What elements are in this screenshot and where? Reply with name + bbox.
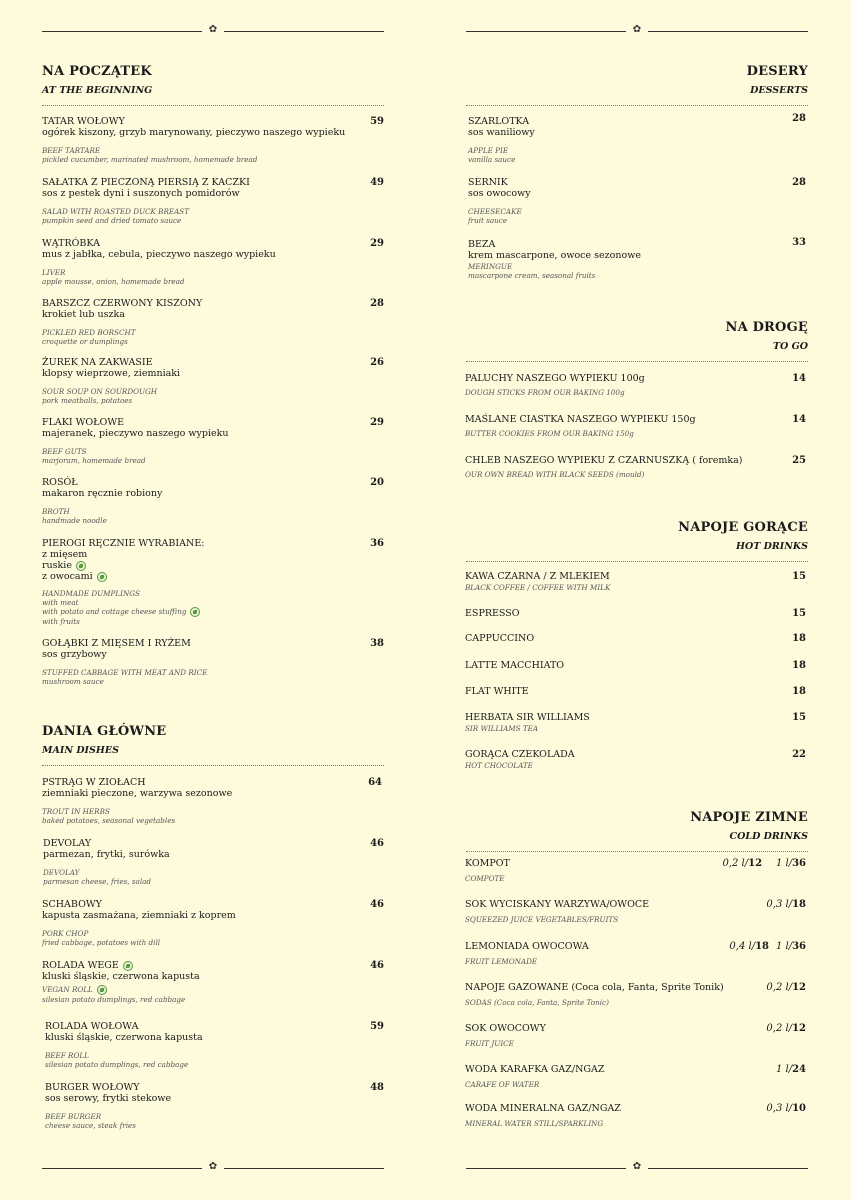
item-en-desc: fruit sauce xyxy=(468,216,508,225)
item-desc: mus z jabłka, cebula, pieczywo naszego wypieku xyxy=(42,249,276,260)
section-subtitle: AT THE BEGINNING xyxy=(42,85,153,96)
menu-item xyxy=(465,1023,806,1048)
item-price: 28 xyxy=(792,177,806,188)
item-name: DEVOLAY xyxy=(43,838,92,849)
bottom-right-ornament xyxy=(466,1162,808,1174)
flourish-icon: ✿ xyxy=(632,24,642,35)
volume-label: 0,2 l/ xyxy=(766,1023,793,1034)
menu-item xyxy=(465,982,806,1007)
item-price xyxy=(766,899,806,910)
item-en-name: PORK CHOP xyxy=(42,929,89,938)
item-en-name: BEEF BURGER xyxy=(45,1112,102,1121)
item-price xyxy=(729,941,806,952)
item-en-name: OUR OWN BREAD WITH BLACK SEEDS (mould) xyxy=(465,470,645,479)
item-en-name: COMPOTE xyxy=(465,874,505,883)
item-name: GORĄCA CZEKOLADA xyxy=(465,749,575,760)
item-price: 18 xyxy=(792,686,806,697)
item-name: CAPPUCCINO xyxy=(465,633,535,644)
dotted-divider xyxy=(42,765,384,766)
top-right-ornament xyxy=(466,25,808,37)
item-name: GOŁĄBKI Z MIĘSEM I RYŻEM xyxy=(42,638,191,649)
menu-item xyxy=(465,941,806,966)
item-name: SOK OWOCOWY xyxy=(465,1023,546,1034)
item-en-name: APPLE PIE xyxy=(468,146,509,155)
item-price: 46 xyxy=(370,838,384,849)
menu-item xyxy=(465,455,806,479)
item-en-desc: pumpkin seed and dried tomato sauce xyxy=(42,216,182,225)
menu-item xyxy=(45,1021,384,1069)
menu-item xyxy=(465,633,806,644)
item-en-name: SOUR SOUP ON SOURDOUGH xyxy=(42,387,158,396)
item-price: 18 xyxy=(792,660,806,671)
item-en-name: MINERAL WATER STILL/SPARKLING xyxy=(465,1119,604,1128)
volume-label: 1 l/ xyxy=(775,941,793,952)
item-price xyxy=(766,982,806,993)
price-value: 10 xyxy=(792,1103,806,1114)
item-en-name: FRUIT JUICE xyxy=(465,1039,514,1048)
price-value: 12 xyxy=(792,982,806,993)
menu-item xyxy=(468,239,806,280)
item-price: 64 xyxy=(368,777,382,788)
menu-item xyxy=(465,1064,806,1089)
item-desc: sos z pestek dyni i suszonych pomidorów xyxy=(42,188,240,199)
item-price: 25 xyxy=(792,455,806,466)
section-starters xyxy=(42,64,384,106)
price-value: 36 xyxy=(792,858,806,869)
item-en-name: SODAS (Coca cola, Fanta, Sprite Tonic) xyxy=(465,998,609,1007)
item-price: 49 xyxy=(370,177,384,188)
menu-item xyxy=(465,571,806,592)
option-label: z owocami xyxy=(42,571,93,582)
item-price xyxy=(722,858,806,869)
dotted-divider xyxy=(466,851,808,852)
item-name: PSTRĄG W ZIOŁACH xyxy=(42,777,146,788)
menu-item xyxy=(465,712,806,733)
item-name: WODA KARAFKA GAZ/NGAZ xyxy=(465,1064,605,1075)
menu-item xyxy=(465,749,806,770)
volume-label: 0,3 l/ xyxy=(766,899,793,910)
item-en-name: STUFFED CABBAGE WITH MEAT AND RICE xyxy=(42,668,208,677)
item-name: PALUCHY NASZEGO WYPIEKU 100g xyxy=(465,373,645,384)
option-label: with potato and cottage cheese stuffing xyxy=(42,607,187,616)
volume-label: 0,4 l/ xyxy=(729,941,756,952)
item-price: 18 xyxy=(792,633,806,644)
option-label: ruskie xyxy=(42,560,72,571)
menu-item xyxy=(42,477,384,525)
item-name: CHLEB NASZEGO WYPIEKU Z CZARNUSZKĄ ( foremka) xyxy=(465,455,743,466)
menu-item xyxy=(42,298,384,346)
volume-label: 1 l/ xyxy=(775,858,793,869)
volume-label: 1 l/ xyxy=(775,1064,793,1075)
price-value: 12 xyxy=(792,1023,806,1034)
price-value: 18 xyxy=(755,941,769,952)
section-title: DESERY xyxy=(746,64,808,79)
menu-item xyxy=(465,1103,806,1128)
item-price: 59 xyxy=(370,116,384,127)
item-price: 36 xyxy=(370,538,384,549)
section-subtitle: MAIN DISHES xyxy=(42,745,119,756)
item-price: 28 xyxy=(370,298,384,309)
item-en-name: DEVOLAY xyxy=(43,868,80,877)
item-en-desc: silesian potato dumplings, red cabbage xyxy=(42,995,186,1004)
item-name: LATTE MACCHIATO xyxy=(465,660,565,671)
item-desc: ziemniaki pieczone, warzywa sezonowe xyxy=(42,788,233,799)
item-en-name: CHEESECAKE xyxy=(468,207,522,216)
section-title: NAPOJE GORĄCE xyxy=(678,520,808,535)
section-subtitle: DESSERTS xyxy=(750,85,808,96)
item-price: 15 xyxy=(792,712,806,723)
price-value: 36 xyxy=(792,941,806,952)
item-desc: sos serowy, frytki stekowe xyxy=(45,1093,172,1104)
item-price xyxy=(766,1103,806,1114)
item-price: 38 xyxy=(370,638,384,649)
menu-item xyxy=(45,1082,384,1130)
item-en-name: BEEF GUTS xyxy=(42,447,87,456)
item-price: 15 xyxy=(792,608,806,619)
item-price: 29 xyxy=(370,417,384,428)
item-en-desc: apple mousse, onion, homemade bread xyxy=(42,277,185,286)
menu-item xyxy=(465,373,806,397)
item-name: MAŚLANE CIASTKA NASZEGO WYPIEKU 150g xyxy=(465,414,696,425)
menu-item xyxy=(42,238,384,286)
item-en-desc: marjoram, homemade bread xyxy=(42,456,146,465)
item-price: 33 xyxy=(792,237,806,248)
item-en-name: BEEF TARTARE xyxy=(42,146,101,155)
top-left-ornament xyxy=(42,25,384,37)
dotted-divider xyxy=(466,105,808,106)
item-desc: sos owocowy xyxy=(468,188,531,199)
item-name: SZARLOTKA xyxy=(468,116,530,127)
menu-item xyxy=(43,838,384,886)
item-name: ŻUREK NA ZAKWASIE xyxy=(42,357,153,368)
menu-item xyxy=(42,116,384,164)
item-name: KOMPOT xyxy=(465,858,510,869)
item-price: 22 xyxy=(792,749,806,760)
item-en-name: TROUT IN HERBS xyxy=(42,807,110,816)
section-subtitle: COLD DRINKS xyxy=(729,831,808,842)
item-desc: ogórek kiszony, grzyb marynowany, pieczywo naszego wypieku xyxy=(42,127,346,138)
item-en-name-text: VEGAN ROLL xyxy=(42,985,93,994)
item-desc: krokiet lub uszka xyxy=(42,309,125,320)
price-value: 18 xyxy=(792,899,806,910)
menu-item xyxy=(468,113,806,164)
price-value: 24 xyxy=(792,1064,806,1075)
item-en-desc: pickled cucumber, marinated mushroom, homemade bread xyxy=(42,155,258,164)
dotted-divider xyxy=(466,561,808,562)
flourish-icon: ✿ xyxy=(208,24,218,35)
item-price: 14 xyxy=(792,373,806,384)
flourish-icon: ✿ xyxy=(632,1161,642,1172)
item-price: 20 xyxy=(370,477,384,488)
item-name: ROSÓŁ xyxy=(42,477,78,488)
menu-item xyxy=(42,357,384,405)
item-en-desc: vanilla sauce xyxy=(468,155,516,164)
item-name: SCHABOWY xyxy=(42,899,102,910)
item-en-desc: croquette or dumplings xyxy=(42,337,128,346)
section-subtitle: HOT DRINKS xyxy=(735,541,808,552)
item-en-name: BUTTER COOKIES FROM OUR BAKING 150g xyxy=(465,429,634,438)
item-name: HERBATA SIR WILLIAMS xyxy=(465,712,590,723)
item-option-vegan xyxy=(42,571,382,582)
item-option-vegan xyxy=(42,560,382,571)
menu-item-vegan xyxy=(42,960,384,1004)
item-price: 26 xyxy=(370,357,384,368)
item-name: WODA MINERALNA GAZ/NGAZ xyxy=(465,1103,621,1114)
item-price xyxy=(766,1023,806,1034)
menu-item xyxy=(42,899,384,947)
item-en-option: with fruits xyxy=(42,617,80,626)
item-en-desc: silesian potato dumplings, red cabbage xyxy=(45,1060,189,1069)
item-en-option: with meat xyxy=(42,598,79,607)
item-name: SAŁATKA Z PIECZONĄ PIERSIĄ Z KACZKI xyxy=(42,177,250,188)
item-en-option-vegan xyxy=(42,607,382,617)
item-en-desc: parmesan cheese, fries, salad xyxy=(43,877,152,886)
bottom-left-ornament xyxy=(42,1162,384,1174)
item-name-text: ROLADA WEGE xyxy=(42,960,119,971)
item-desc: sos grzybowy xyxy=(42,649,107,660)
item-desc: parmezan, frytki, surówka xyxy=(43,849,170,860)
item-name: ROLADA WOŁOWA xyxy=(45,1021,139,1032)
section-hot-drinks xyxy=(466,520,808,562)
item-name: WĄTRÓBKA xyxy=(42,238,100,249)
item-en-name: HOT CHOCOLATE xyxy=(465,761,533,770)
menu-item xyxy=(42,777,384,825)
section-title: NA POCZĄTEK xyxy=(42,64,152,79)
item-desc: klopsy wieprzowe, ziemniaki xyxy=(42,368,181,379)
item-name: SOK WYCISKANY WARZYWA/OWOCE xyxy=(465,899,650,910)
item-name: FLAKI WOŁOWE xyxy=(42,417,125,428)
section-togo xyxy=(466,320,808,362)
menu-item xyxy=(42,177,384,225)
menu-item xyxy=(465,686,806,697)
item-name: FLAT WHITE xyxy=(465,686,529,697)
item-desc: kapusta zasmażana, ziemniaki z koprem xyxy=(42,910,236,921)
item-en-desc: mascarpone cream, seasonal fruits xyxy=(468,271,596,280)
menu-item xyxy=(465,414,806,438)
volume-label: 0,3 l/ xyxy=(766,1103,793,1114)
vegan-leaf-icon xyxy=(123,961,133,971)
item-desc: krem mascarpone, owoce sezonowe xyxy=(468,250,641,261)
menu-item xyxy=(465,660,806,671)
vegan-leaf-icon xyxy=(97,985,107,995)
item-price: 14 xyxy=(792,414,806,425)
vegan-leaf-icon xyxy=(190,607,200,617)
item-en-name: HANDMADE DUMPLINGS xyxy=(42,589,140,598)
item-en-name: SIR WILLIAMS TEA xyxy=(465,724,539,733)
item-en-name: PICKLED RED BORSCHT xyxy=(42,328,136,337)
item-en-name xyxy=(42,985,382,995)
menu-item xyxy=(42,417,384,465)
item-desc: makaron ręcznie robiony xyxy=(42,488,163,499)
item-name: ESPRESSO xyxy=(465,608,520,619)
item-name: BURGER WOŁOWY xyxy=(45,1082,140,1093)
item-price: 29 xyxy=(370,238,384,249)
volume-label: 0,2 l/ xyxy=(722,858,749,869)
item-desc: sos waniliowy xyxy=(468,127,535,138)
item-en-name: SQUEEZED JUICE VEGETABLES/FRUITS xyxy=(465,915,619,924)
menu-item xyxy=(468,177,806,225)
item-en-desc: fried cabbage, potatoes with dill xyxy=(42,938,161,947)
item-en-desc: mushroom sauce xyxy=(42,677,104,686)
item-name: SERNIK xyxy=(468,177,508,188)
section-subtitle: TO GO xyxy=(772,341,808,352)
item-name: BEZA xyxy=(468,239,496,250)
vegan-leaf-icon xyxy=(97,572,107,582)
item-name: PIEROGI RĘCZNIE WYRABIANE: xyxy=(42,538,205,549)
item-price: 15 xyxy=(792,571,806,582)
item-en-name: MERINGUE xyxy=(468,262,513,271)
item-name xyxy=(42,960,382,971)
item-en-name: SALAD WITH ROASTED DUCK BREAST xyxy=(42,207,190,216)
item-price xyxy=(776,1064,806,1075)
item-en-name: CARAFE OF WATER xyxy=(465,1080,540,1089)
price-value: 12 xyxy=(748,858,763,869)
section-mains xyxy=(42,724,384,766)
item-name: NAPOJE GAZOWANE (Coca cola, Fanta, Sprite Tonik) xyxy=(465,982,724,993)
item-price: 46 xyxy=(370,960,384,971)
menu-item xyxy=(465,858,806,883)
volume-label: 0,2 l/ xyxy=(766,982,793,993)
item-en-desc: baked potatoes, seasonal vegetables xyxy=(42,816,176,825)
section-title: NAPOJE ZIMNE xyxy=(690,810,808,825)
item-desc: kluski śląskie, czerwona kapusta xyxy=(45,1032,203,1043)
menu-item xyxy=(465,899,806,924)
menu-item xyxy=(42,638,384,686)
item-name: KAWA CZARNA / Z MLEKIEM xyxy=(465,571,610,582)
section-desserts xyxy=(466,64,808,106)
item-desc: kluski śląskie, czerwona kapusta xyxy=(42,971,200,982)
vegan-leaf-icon xyxy=(76,561,86,571)
menu-item-pierogi xyxy=(42,538,384,626)
item-en-name: BEEF ROLL xyxy=(45,1051,89,1060)
menu-item xyxy=(465,608,806,619)
item-en-name: FRUIT LEMONADE xyxy=(465,957,538,966)
item-en-name: BLACK COFFEE / COFFEE WITH MILK xyxy=(465,583,611,592)
item-option: z mięsem xyxy=(42,549,88,560)
item-en-name: BROTH xyxy=(42,507,70,516)
item-price: 46 xyxy=(370,899,384,910)
section-title: DANIA GŁÓWNE xyxy=(42,724,167,739)
item-price: 59 xyxy=(370,1021,384,1032)
section-title: NA DROGĘ xyxy=(725,320,808,335)
dotted-divider xyxy=(42,105,384,106)
section-cold-drinks xyxy=(466,810,808,852)
item-en-desc: pork meatballs, potatoes xyxy=(42,396,133,405)
item-name: TATAR WOŁOWY xyxy=(42,116,125,127)
item-price: 28 xyxy=(792,113,806,124)
item-price: 48 xyxy=(370,1082,384,1093)
dotted-divider xyxy=(466,361,808,362)
item-en-desc: cheese sauce, steak fries xyxy=(45,1121,136,1130)
item-name: BARSZCZ CZERWONY KISZONY xyxy=(42,298,203,309)
item-en-name: DOUGH STICKS FROM OUR BAKING 100g xyxy=(465,388,625,397)
item-en-name: LIVER xyxy=(42,268,66,277)
item-name: LEMONIADA OWOCOWA xyxy=(465,941,589,952)
item-en-desc: handmade noodle xyxy=(42,516,107,525)
item-desc: majeranek, pieczywo naszego wypieku xyxy=(42,428,229,439)
flourish-icon: ✿ xyxy=(208,1161,218,1172)
